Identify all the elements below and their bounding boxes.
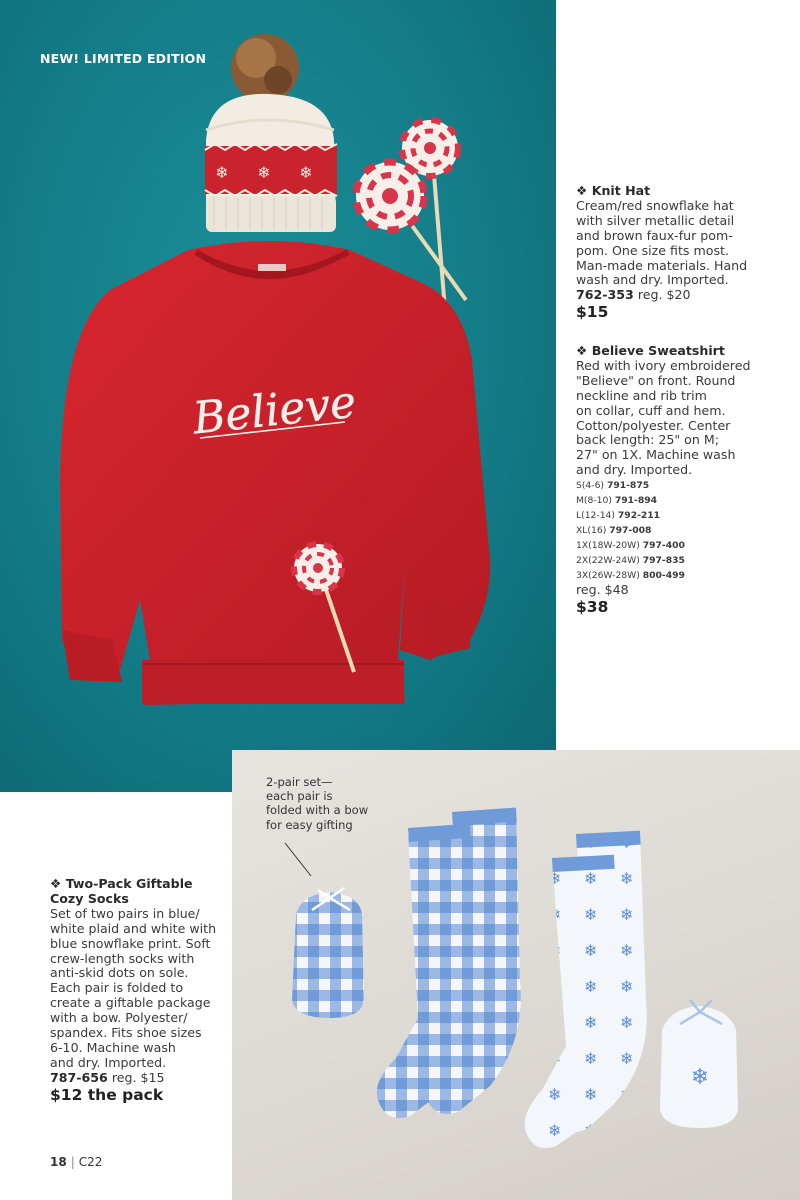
- description-line: and dry. Imported.: [50, 1054, 167, 1070]
- sale-price: $15: [576, 303, 609, 322]
- description-line: wash and dry. Imported.: [576, 272, 729, 288]
- svg-text:❄: ❄: [215, 163, 229, 182]
- description-line: spandex. Fits shoe sizes: [50, 1025, 202, 1041]
- size-sku-row: 3X(26W-28W) 800-499: [576, 570, 685, 582]
- regular-price: reg. $15: [111, 1069, 165, 1085]
- description-line: Each pair is folded to: [50, 980, 184, 996]
- page-footer: [50, 1155, 102, 1169]
- sale-price: $12 the pack: [50, 1085, 164, 1104]
- description-line: create a giftable package: [50, 995, 211, 1011]
- item-number: 762-353: [576, 287, 634, 303]
- description-line: anti-skid dots on sole.: [50, 965, 189, 981]
- size-sku-row: XL(16) 797-008: [576, 525, 652, 537]
- regular-price: reg. $20: [637, 287, 691, 303]
- socks-title-line-2: Cozy Socks: [50, 890, 129, 906]
- description-line: back length: 25" on M;: [576, 432, 719, 448]
- size-sku-row: 1X(18W-20W) 797-400: [576, 540, 685, 552]
- size-sku-row: L(12-14) 792-211: [576, 510, 661, 522]
- description-line: Set of two pairs in blue/: [50, 905, 200, 921]
- description-line: and dry. Imported.: [576, 462, 693, 478]
- size-sku-row: M(8-10) 791-894: [576, 495, 658, 507]
- size-sku-row: S(4-6) 791-875: [576, 480, 650, 492]
- description-line: crew-length socks with: [50, 950, 195, 966]
- description-line: with a bow. Polyester/: [50, 1010, 188, 1026]
- description-line: pom. One size fits most.: [576, 242, 729, 258]
- size-sku-row: 2X(22W-24W) 797-835: [576, 555, 685, 567]
- footer-divider: |: [70, 1155, 75, 1169]
- description-line: 27" on 1X. Machine wash: [576, 447, 736, 463]
- regular-price: reg. $48: [576, 582, 629, 598]
- svg-text:❄: ❄: [299, 163, 313, 182]
- sweatshirt-title: ❖ Believe Sweatshirt: [576, 343, 725, 358]
- gifting-callout: 2-pair set— each pair is folded with a bow for easy gifting: [266, 775, 369, 832]
- description-line: "Believe" on front. Round: [576, 372, 736, 388]
- socks-copy: [50, 877, 230, 1105]
- page-number: 18: [50, 1155, 67, 1169]
- bullet-icon: ❖: [50, 876, 62, 891]
- description-line: Cream/red snowflake hat: [576, 197, 734, 213]
- description-line: blue snowflake print. Soft: [50, 935, 211, 951]
- bullet-icon: ❖: [576, 183, 588, 198]
- description-line: and brown faux-fur pom-: [576, 227, 733, 243]
- socks-title: ❖ Two-Pack Giftable: [50, 876, 193, 891]
- sku-line: [50, 1071, 230, 1086]
- item-number: 787-656: [50, 1069, 108, 1085]
- description-line: on collar, cuff and hem.: [576, 402, 726, 418]
- description-line: Red with ivory embroidered: [576, 357, 751, 373]
- knit-hat-title: ❖ Knit Hat: [576, 183, 651, 198]
- sale-price: $38: [576, 598, 609, 617]
- description-line: Man-made materials. Hand: [576, 257, 748, 273]
- svg-text:❄: ❄: [690, 1065, 710, 1090]
- sweatshirt-embroidery-text: Believe: [190, 376, 359, 445]
- description-line: white plaid and white with: [50, 920, 217, 936]
- description-line: with silver metallic detail: [576, 212, 735, 228]
- description-line: neckline and rib trim: [576, 387, 707, 403]
- catalog-code: C22: [78, 1155, 103, 1169]
- svg-text:❄: ❄: [257, 163, 271, 182]
- bullet-icon: ❖: [576, 343, 588, 358]
- description-line: Cotton/polyester. Center: [576, 417, 731, 433]
- description-line: 6-10. Machine wash: [50, 1039, 176, 1055]
- limited-edition-badge: NEW! LIMITED EDITION: [40, 51, 207, 66]
